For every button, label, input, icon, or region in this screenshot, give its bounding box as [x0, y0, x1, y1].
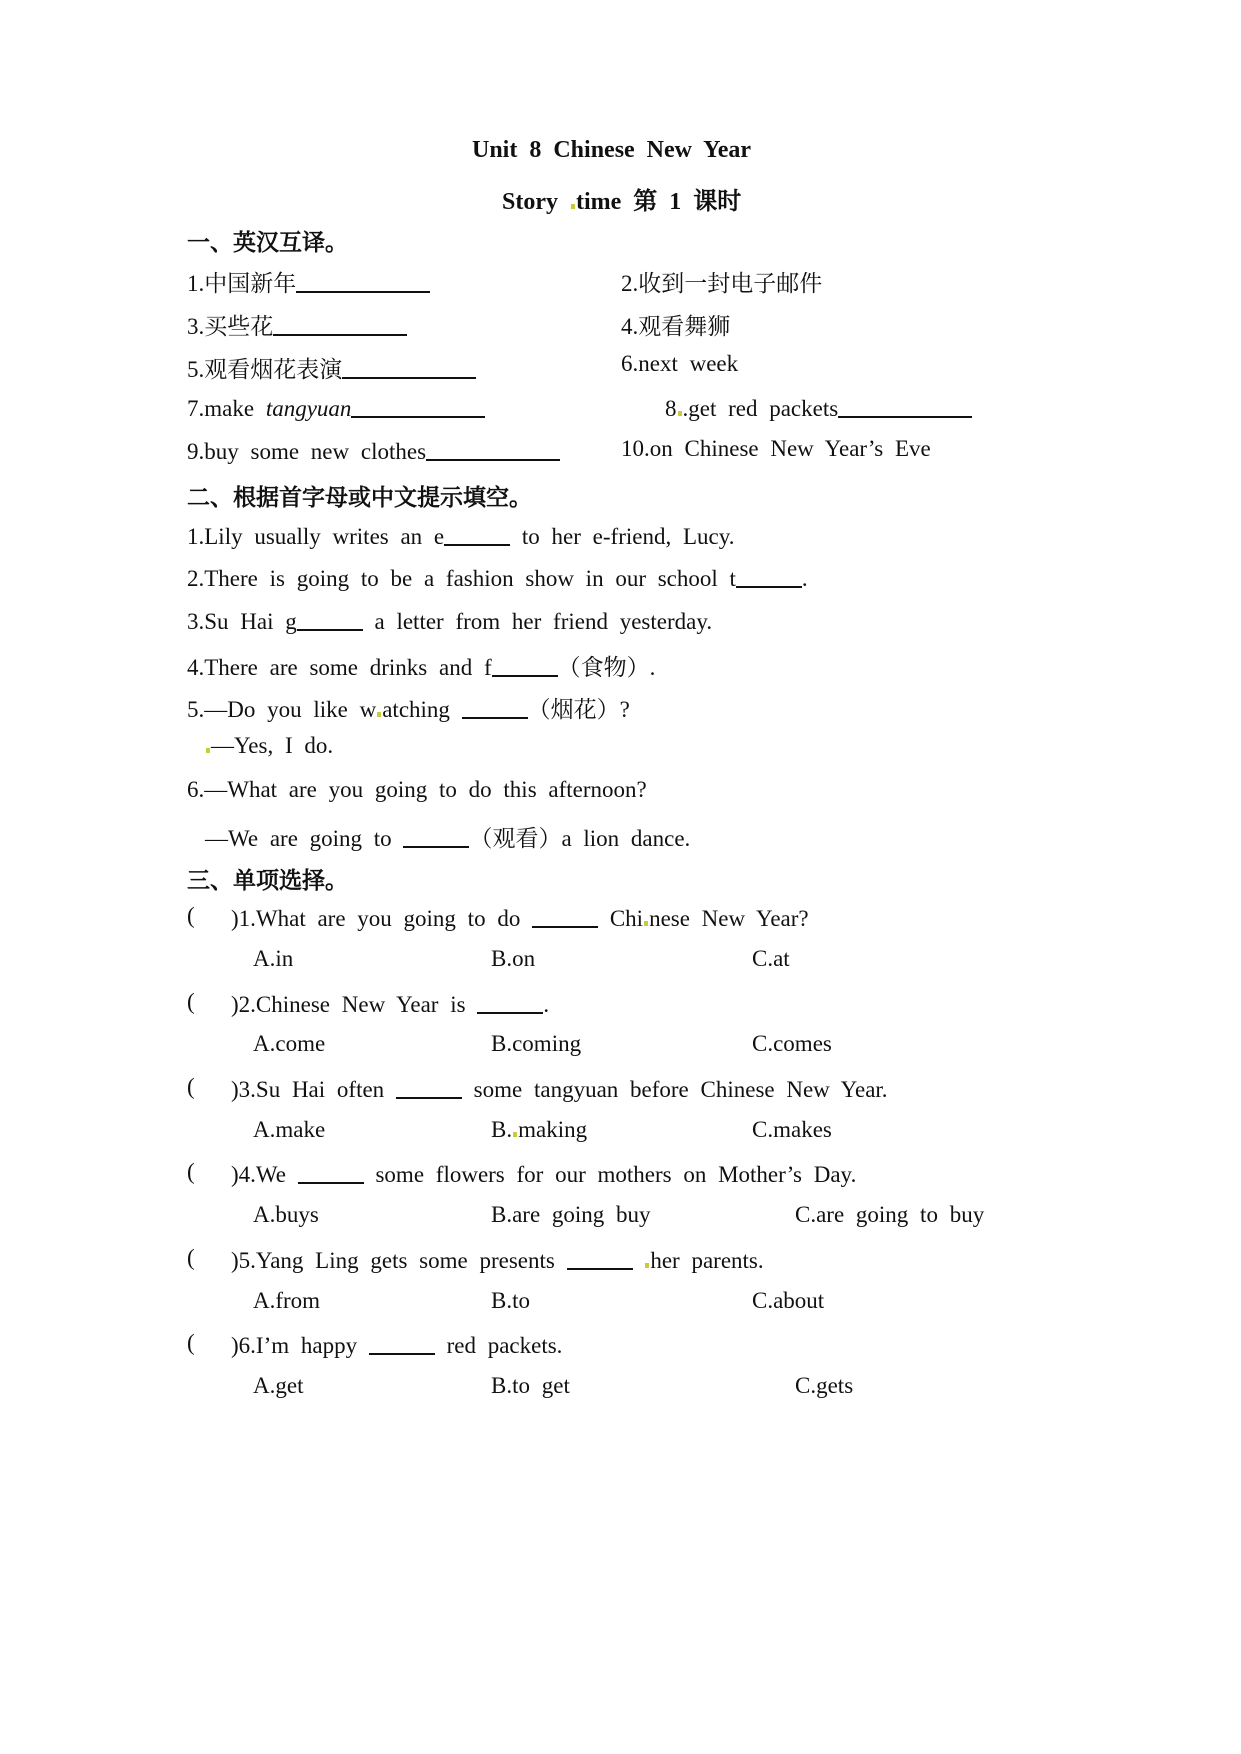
- fill-item-1: [187, 521, 734, 550]
- answer-blank[interactable]: [492, 652, 558, 677]
- answer-blank[interactable]: [477, 989, 543, 1014]
- item-text-after: （观看）a lion dance.: [469, 826, 691, 851]
- option-a[interactable]: A.get: [253, 1373, 304, 1398]
- answer-blank[interactable]: [567, 1245, 633, 1270]
- item-number: 9.: [187, 439, 205, 464]
- choice-question-3: [231, 1074, 888, 1103]
- highlight-mark: [206, 748, 210, 753]
- option-a[interactable]: A.buys: [253, 1202, 319, 1227]
- fill-item-6: [187, 777, 647, 803]
- option-b[interactable]: B.to get: [491, 1373, 570, 1398]
- item-text-after: to her e-friend, Lucy.: [510, 524, 735, 549]
- option-c[interactable]: C.gets: [795, 1373, 854, 1398]
- question-text: )5.Yang Ling gets some presents: [231, 1248, 567, 1273]
- answer-blank[interactable]: [444, 521, 510, 546]
- translation-item-1: [187, 265, 430, 298]
- item-text: 3.Su Hai g: [187, 609, 297, 634]
- answer-blank[interactable]: [342, 354, 476, 379]
- item-text: make: [204, 396, 266, 421]
- item-text: buy some new clothes: [204, 439, 427, 464]
- item-number: 2.: [621, 271, 639, 296]
- answer-blank[interactable]: [396, 1074, 462, 1099]
- item-number: 4.: [621, 314, 639, 339]
- option-a[interactable]: A.in: [253, 946, 294, 971]
- worksheet-title: Unit 8 Chinese New Year: [472, 137, 752, 163]
- option-text: making: [518, 1117, 588, 1142]
- item-text: .get red packets: [682, 396, 839, 421]
- highlight-mark: [571, 204, 575, 209]
- item-italic-word: tangyuan: [265, 396, 352, 421]
- highlight-mark: [377, 712, 381, 717]
- option-c[interactable]: C.about: [752, 1288, 825, 1313]
- answer-paren[interactable]: (: [187, 1074, 195, 1099]
- item-text: next week: [638, 351, 739, 376]
- item-text-cont: atching: [382, 697, 462, 722]
- choice-question-2: [231, 989, 549, 1018]
- item-text: —Yes, I do.: [211, 733, 334, 758]
- item-text: on Chinese New Year’s Eve: [649, 436, 931, 461]
- answer-paren[interactable]: (: [187, 903, 195, 928]
- question-text-after: red packets.: [434, 1333, 563, 1358]
- item-number: 5.: [187, 357, 205, 382]
- answer-blank[interactable]: [532, 903, 598, 928]
- option-a[interactable]: A.make: [253, 1117, 326, 1142]
- option-c[interactable]: C.at: [752, 946, 790, 971]
- item-text: 收到一封电子邮件: [638, 271, 823, 296]
- item-text-after: （食物）.: [557, 655, 656, 680]
- section-2-heading: 二、根据首字母或中文提示填空。: [187, 485, 532, 511]
- item-number: 3.: [187, 314, 205, 339]
- translation-item-10: [621, 436, 931, 462]
- subtitle-time-lesson: time 第 1 课时: [576, 189, 742, 215]
- question-text-after: some tangyuan before Chinese New Year.: [461, 1077, 888, 1102]
- item-text: 1.Lily usually writes an e: [187, 524, 445, 549]
- item-text-after: a letter from her friend yesterday.: [362, 609, 713, 634]
- item-text-after: （烟花）?: [527, 697, 630, 722]
- item-text-after: .: [801, 566, 808, 591]
- question-text-after: .: [543, 992, 550, 1017]
- question-text: )3.Su Hai often: [231, 1077, 396, 1102]
- option-a[interactable]: A.from: [253, 1288, 321, 1313]
- fill-item-2: [187, 563, 808, 592]
- option-c[interactable]: C.comes: [752, 1031, 832, 1056]
- option-label: B.: [491, 1117, 513, 1142]
- section-3-heading: 三、单项选择。: [187, 868, 348, 894]
- item-text: 观看烟花表演: [204, 357, 343, 382]
- fill-item-5-reply: [205, 733, 333, 759]
- item-text: 4.There are some drinks and f: [187, 655, 492, 680]
- item-text: 观看舞狮: [638, 314, 731, 339]
- choice-question-6: [231, 1330, 562, 1359]
- answer-blank[interactable]: [736, 563, 802, 588]
- question-text-after: some flowers for our mothers on Mother’s Day.: [363, 1162, 857, 1187]
- translation-item-2: [621, 265, 822, 298]
- answer-paren[interactable]: (: [187, 989, 195, 1014]
- worksheet-subtitle: [502, 181, 741, 216]
- fill-item-4: [187, 649, 655, 682]
- answer-blank[interactable]: [403, 823, 469, 848]
- highlight-mark: [513, 1132, 517, 1137]
- fill-item-5: [187, 691, 630, 724]
- item-text: 买些花: [204, 314, 274, 339]
- translation-item-9: [187, 436, 560, 465]
- subtitle-story: Story: [502, 189, 558, 215]
- question-text-end: nese New Year?: [649, 906, 809, 931]
- option-a[interactable]: A.come: [253, 1031, 326, 1056]
- answer-blank[interactable]: [462, 694, 528, 719]
- answer-paren[interactable]: (: [187, 1159, 195, 1184]
- choice-question-4: [231, 1159, 856, 1188]
- item-number: 7.: [187, 396, 205, 421]
- translation-item-3: [187, 308, 407, 341]
- option-b[interactable]: B.to: [491, 1288, 530, 1313]
- answer-blank[interactable]: [351, 393, 485, 418]
- question-text: )4.We: [231, 1162, 298, 1187]
- answer-blank[interactable]: [296, 268, 430, 293]
- option-b[interactable]: B.are going buy: [491, 1202, 651, 1227]
- option-c[interactable]: C.are going to buy: [795, 1202, 985, 1227]
- question-text-end: her parents.: [650, 1248, 764, 1273]
- item-number: 1.: [187, 271, 205, 296]
- translation-item-8: [665, 393, 972, 422]
- item-text: 2.There is going to be a fashion show in our school t: [187, 566, 736, 591]
- answer-blank[interactable]: [426, 436, 560, 461]
- answer-blank[interactable]: [273, 311, 407, 336]
- option-b[interactable]: B.coming: [491, 1031, 582, 1056]
- answer-blank[interactable]: [838, 393, 972, 418]
- fill-item-6-reply: [205, 820, 690, 853]
- highlight-mark: [678, 411, 682, 416]
- item-number: 10.: [621, 436, 650, 461]
- translation-item-4: [621, 308, 730, 341]
- question-text-after: Chi: [598, 906, 644, 931]
- answer-blank[interactable]: [298, 1159, 364, 1184]
- answer-blank[interactable]: [297, 606, 363, 631]
- question-text: )2.Chinese New Year is: [231, 992, 478, 1017]
- highlight-mark: [645, 1263, 649, 1268]
- fill-item-3: [187, 606, 712, 635]
- translation-item-6: [621, 351, 738, 377]
- question-text-after: [633, 1248, 645, 1273]
- answer-paren[interactable]: (: [187, 1245, 195, 1270]
- item-number: 8: [665, 396, 677, 421]
- option-b[interactable]: [491, 1117, 587, 1143]
- item-text: 中国新年: [204, 271, 297, 296]
- item-text: —We are going to: [205, 826, 404, 851]
- translation-item-5: [187, 351, 476, 384]
- answer-paren[interactable]: (: [187, 1330, 195, 1355]
- option-c[interactable]: C.makes: [752, 1117, 832, 1142]
- translation-item-7: [187, 393, 485, 422]
- highlight-mark: [644, 921, 648, 926]
- question-text: )6.I’m happy: [231, 1333, 369, 1358]
- item-text: 5.—Do you like w: [187, 697, 377, 722]
- question-text: )1.What are you going to do: [231, 906, 533, 931]
- item-number: 6.: [621, 351, 639, 376]
- choice-question-5: [231, 1245, 764, 1274]
- section-1-heading: 一、英汉互译。: [187, 230, 348, 256]
- option-b[interactable]: B.on: [491, 946, 536, 971]
- choice-question-1: [231, 903, 809, 932]
- item-text: 6.—What are you going to do this afternoon?: [187, 777, 647, 802]
- answer-blank[interactable]: [369, 1330, 435, 1355]
